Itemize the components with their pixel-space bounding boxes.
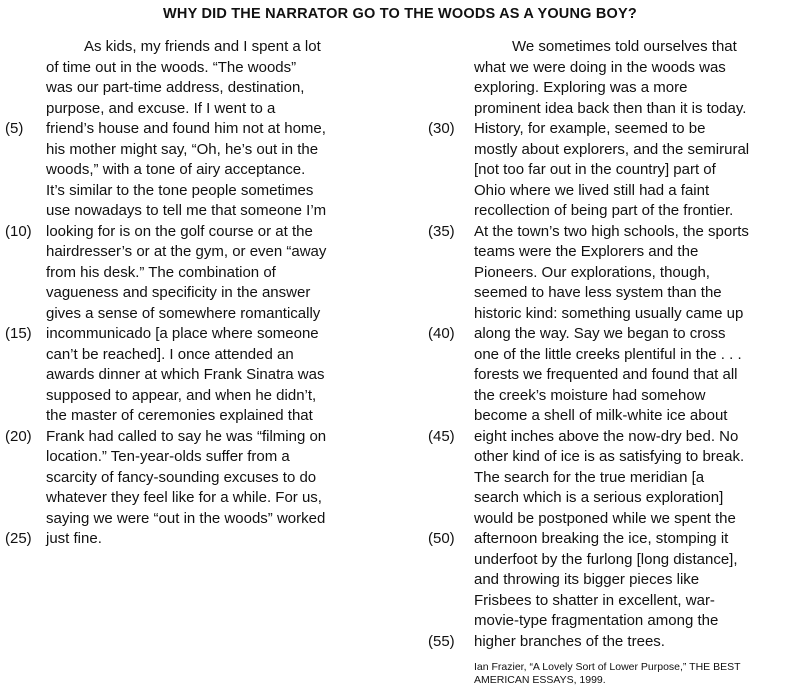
citation-line-1: Ian Frazier, “A Lovely Sort of Lower Purpose,” THE BEST — [474, 661, 741, 673]
passage-line: and throwing its bigger pieces like — [474, 571, 700, 588]
passage-line: what we were doing in the woods was — [474, 58, 726, 76]
line-number-marker: (20) — [5, 427, 32, 445]
passage-line: seemed to have less system than the — [474, 284, 722, 301]
passage-line: just fine. — [46, 530, 102, 547]
line-number-marker: (40) — [428, 325, 455, 342]
passage-line: search which is a serious exploration] — [474, 489, 724, 506]
citation — [474, 661, 741, 687]
passage-line: gives a sense of somewhere romantically — [46, 304, 321, 322]
passage-line: location.” Ten-year-olds suffer from a — [46, 448, 290, 465]
line-number-marker: (30) — [428, 120, 455, 137]
passage-line: mostly about explorers, and the semirural — [474, 140, 750, 158]
passage-line: movie-type fragmentation among the — [474, 612, 719, 629]
passage-line: As kids, my friends and I spent a lot — [84, 38, 321, 55]
passage-line: one of the little creeks plentiful in the . . . — [474, 345, 742, 363]
passage-line: historic kind: something usually came up — [474, 304, 744, 322]
passage-line: Frank had called to say he was “filming on — [46, 427, 327, 445]
line-number-marker: (45) — [428, 427, 455, 445]
passage-line: would be postponed while we spent the — [474, 509, 736, 527]
passage-line: the master of ceremonies explained that — [46, 407, 313, 424]
passage-line: The search for the true meridian [a — [474, 468, 705, 486]
passage-line: afternoon breaking the ice, stomping it — [474, 530, 729, 547]
line-number-marker: (15) — [5, 325, 32, 342]
passage-line: his mother might say, “Oh, he’s out in the — [46, 140, 319, 158]
passage-left-column — [46, 37, 386, 550]
passage-line: the creek’s moisture had somehow — [474, 386, 706, 404]
passage-line: incommunicado [a place where someone — [46, 325, 319, 342]
passage-line: supposed to appear, and when he didn’t, — [46, 386, 317, 404]
passage-line: awards dinner at which Frank Sinatra was — [46, 366, 325, 383]
passage-line: We sometimes told ourselves that — [512, 38, 737, 55]
passage-line: underfoot by the furlong [long distance], — [474, 550, 738, 568]
passage-line: forests we frequented and found that all — [474, 366, 738, 383]
passage-line: At the town’s two high schools, the sports — [474, 222, 749, 240]
passage-line: Pioneers. Our explorations, though, — [474, 263, 710, 281]
passage-line: scarcity of fancy-sounding excuses to do — [46, 468, 317, 486]
passage-line: become a shell of milk-white ice about — [474, 407, 728, 424]
passage-line: Ohio where we lived still had a faint — [474, 181, 710, 199]
passage-line: eight inches above the now-dry bed. No — [474, 427, 739, 445]
passage-right-column — [474, 37, 800, 652]
passage-line: purpose, and excuse. If I went to a — [46, 99, 276, 117]
passage-line: History, for example, seemed to be — [474, 120, 706, 137]
passage-line: vagueness and specificity in the answer — [46, 284, 311, 301]
passage-line: recollection of being part of the frontier. — [474, 202, 734, 219]
passage-line: higher branches of the trees. — [474, 632, 665, 650]
line-number-marker: (35) — [428, 222, 455, 240]
passage-line: woods,” with a tone of airy acceptance. — [46, 161, 306, 178]
passage-line: friend’s house and found him not at home, — [46, 120, 326, 137]
citation-line-2: AMERICAN ESSAYS, 1999. — [474, 674, 606, 686]
passage-line: along the way. Say we began to cross — [474, 325, 726, 342]
line-number-marker: (10) — [5, 222, 32, 240]
line-number-marker: (50) — [428, 530, 455, 547]
passage-line: hairdresser’s or at the gym, or even “away — [46, 243, 327, 260]
passage-line: use nowadays to tell me that someone I’m — [46, 202, 327, 219]
line-number-marker: (25) — [5, 530, 32, 547]
passage-line: can’t be reached]. I once attended an — [46, 345, 294, 363]
passage-line: It’s similar to the tone people sometimes — [46, 181, 314, 199]
line-number-marker: (5) — [5, 120, 24, 137]
passage-line: saying we were “out in the woods” worked — [46, 509, 326, 527]
page-title: WHY DID THE NARRATOR GO TO THE WOODS AS A YOUNG BOY? — [163, 6, 637, 22]
passage-line: exploring. Exploring was a more — [474, 79, 688, 96]
passage-line: other kind of ice is as satisfying to break. — [474, 448, 745, 465]
passage-line: teams were the Explorers and the — [474, 243, 699, 260]
passage-line: of time out in the woods. “The woods” — [46, 58, 297, 76]
passage-line: prominent idea back then than it is today. — [474, 99, 747, 117]
passage-line: whatever they feel like for a while. For us, — [46, 489, 322, 506]
line-number-marker: (55) — [428, 632, 455, 650]
passage-line: from his desk.” The combination of — [46, 263, 276, 281]
passage-line: [not too far out in the country] part of — [474, 161, 716, 178]
passage-line: was our part-time address, destination, — [46, 79, 305, 96]
passage-line: Frisbees to shatter in excellent, war- — [474, 591, 715, 609]
passage-line: looking for is on the golf course or at the — [46, 222, 313, 240]
